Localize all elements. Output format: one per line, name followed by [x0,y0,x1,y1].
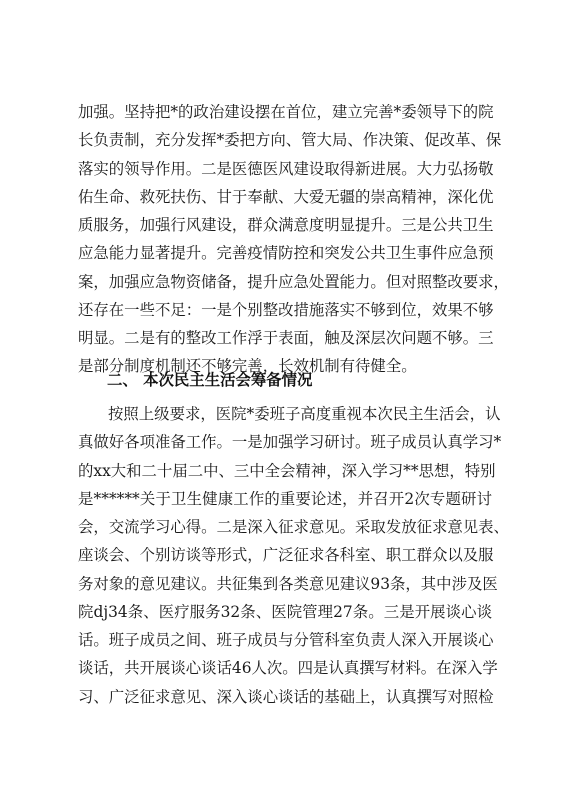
paragraph-previous-rectification [78,98,509,381]
text-line: 按照上级要求，医院*委班子高度重视本次民主生活会，认 [108,405,501,423]
text-line: 明显。二是有的整改工作浮于表面，触及深层次问题不够。三 [78,329,494,347]
text-line: 质服务，加强行风建设，群众满意度明显提升。三是公共卫生 [78,216,494,234]
text-line: 座谈会、个别访谈等形式，广泛征求各科室、职工群众以及服 [78,546,494,565]
text-line: 是部分制度机制还不够完善，长效机制有待健全。 [78,357,417,376]
text-line: 长负责制，充分发挥*委把方向、管大局、作决策、促改革、保 [78,131,502,150]
text-line: 佑生命、救死扶伤、甘于奉献、大爱无疆的崇高精神，深化优 [78,187,494,206]
text-line: 真做好各项准备工作。一是加强学习研讨。班子成员认真学习* [78,433,502,452]
text-line: 会，交流学习心得。二是深入征求意见。采取发放征求意见表、 [78,518,509,536]
text-line: 案，加强应急物资储备，提升应急处置能力。但对照整改要求， [78,272,509,291]
text-line: 应急能力显著提升。完善疫情防控和突发公共卫生事件应急预 [78,244,494,263]
section-heading: 二、 本次民主生活会筹备情况 [107,371,313,389]
text-line: 院dj34条、医疗服务32条、医院管理27条。三是开展谈心谈 [78,602,492,621]
text-line: 习、广泛征求意见、深入谈心谈话的基础上，认真撰写对照检 [78,687,494,706]
text-line: 还存在一些不足：一是个别整改措施落实不够到位，效果不够 [78,300,494,319]
text-line: 务对象的意见建议。共征集到各类意见建议93条，其中涉及医 [78,574,498,593]
text-line: 是******关于卫生健康工作的重要论述，并召开2次专题研讨 [78,489,492,508]
text-line: 加强。坚持把*的政治建设摆在首位，建立完善*委领导下的院 [78,103,494,121]
text-line: 落实的领导作用。二是医德医风建设取得新进展。大力弘扬敬 [78,159,494,178]
paragraph-preparation [78,400,509,711]
text-line: 谈话，共开展谈心谈话46人次。四是认真撰写材料。在深入学 [78,659,498,678]
text-line: 话。班子成员之间、班子成员与分管科室负责人深入开展谈心 [78,631,494,649]
text-line: 的xx大和二十届二中、三中全会精神，深入学习**思想，特别 [78,461,496,480]
